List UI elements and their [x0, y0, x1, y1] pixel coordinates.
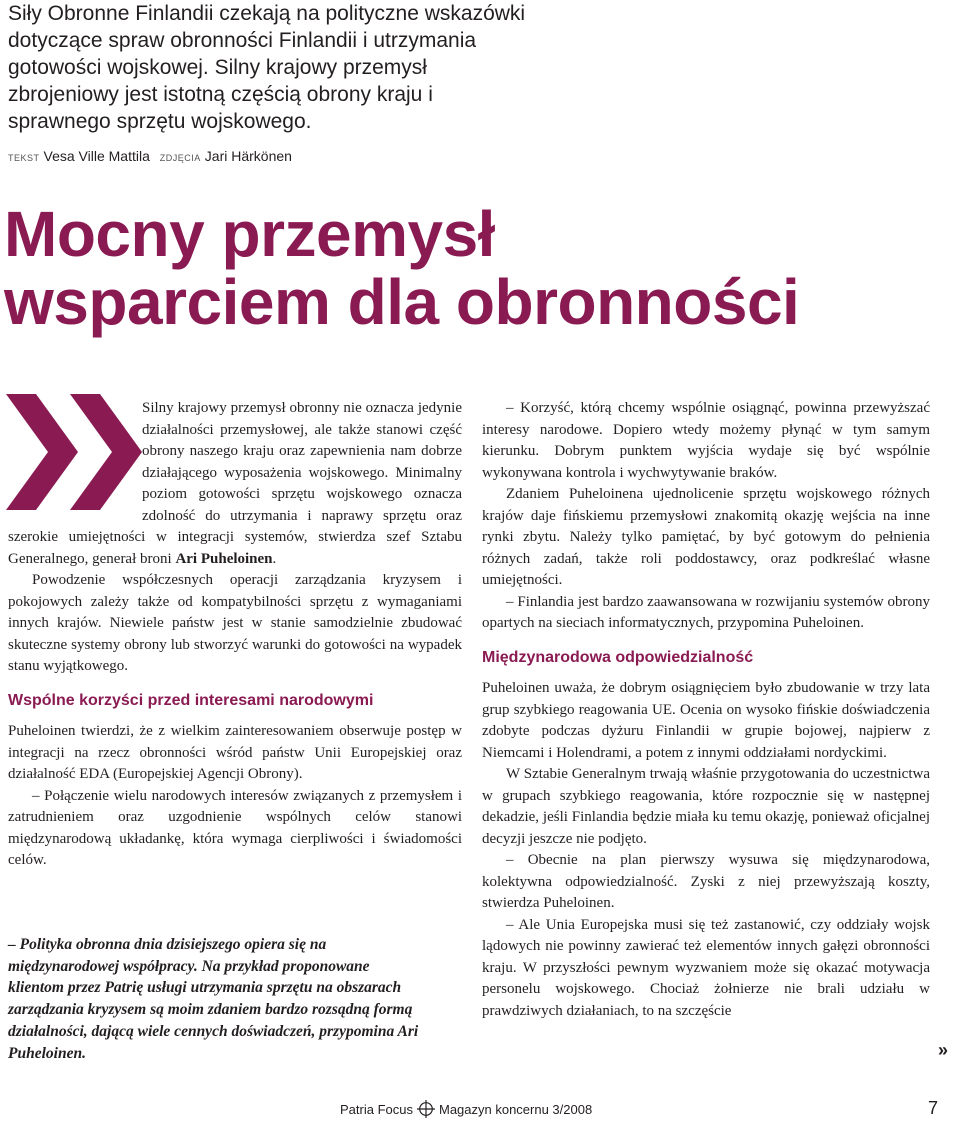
- text-tag: TEKST: [8, 153, 40, 163]
- credits: [8, 148, 298, 164]
- column-1: [8, 398, 462, 872]
- photo-author: Jari Härkönen: [204, 148, 292, 164]
- lead-paragraph: [8, 0, 528, 135]
- paragraph: Puheloinen uważa, że dobrym osiągnięciem było zbudowanie w trzy lata grup szybkiego reagowania UE. Ocenia on wysoko fińskie doświadczenia zdobyte podczas dyżuru Finlandii w grupie bojowej, najpierw z Niemcami i Holendrami, a potem z innymi oddziałami nordyckimi.: [482, 680, 930, 761]
- lead-text: Siły Obronne Finlandii czekają na polityczne wskazówki dotyczące spraw obronności Finlandii i utrzymania gotowości wojskowej. Silny krajowy przemysł zbrojeniowy jest istotną częścią obrony kraju i sprawnego sprzętu wojskowego.: [8, 2, 526, 133]
- column-2: [482, 398, 930, 1022]
- headline-line-1: Mocny przemysł: [4, 198, 495, 270]
- pull-quote-text: – Polityka obronna dnia dzisiejszego opiera się na międzynarodowej współpracy. Na przykład proponowane klientom przez Patrię usługi utrzymania sprzętu na obszarach zarządzania kryzysem są moim zdaniem bardzo rozsądną formą działalności, dającą wiele cennych doświadczeń, przypomina Ari Puheloinen.: [8, 936, 419, 1062]
- paragraph: – Obecnie na plan pierwszy wysuwa się międzynarodowa, kolektywna odpowiedzialność. Zyski z niej przewyższają koszty, stwierdza Puheloinen.: [482, 852, 930, 911]
- patria-crosshair-logo-icon: [417, 1100, 435, 1118]
- paragraph: W Sztabie Generalnym trwają właśnie przygotowania do uczestnictwa w grupach szybkiego reagowania, które rozpocznie się w następnej dekadzie, jeśli Finlandia będzie miała ku temu okazję, ponieważ oficjalnej decyzji jeszcze nie podjęto.: [482, 766, 930, 847]
- paragraph: – Ale Unia Europejska musi się też zastanowić, czy oddziały wojsk lądowych nie powinny zawierać też elementów innych gałęzi obronności kraju. W przyszłości pewnym wyzwaniem może się okazać motywacja personelu wojskowego. Chociaż żołnierze nie brali udziału w prawdziwych działaniach, to na szczęście: [482, 916, 930, 1019]
- quote-float-spacer: [8, 394, 142, 516]
- paragraph: – Finlandia jest bardzo zaawansowana w rozwijaniu systemów obrony opartych na sieciach informatycznych, przypomina Puheloinen.: [482, 593, 930, 631]
- headline-line-2: wsparciem dla obronności: [4, 266, 800, 338]
- footer-publication: Patria Focus: [340, 1101, 413, 1117]
- intro-paragraph: [8, 398, 462, 570]
- paragraph: – Połączenie wielu narodowych interesów związanych z przemysłem i zatrudnieniem oraz uzgodnienie wspólnych celów stanowi międzynarodową układankę, która wymaga cierpliwości i świadomości celów.: [8, 787, 462, 868]
- article-headline: [4, 200, 954, 336]
- footer: [340, 1100, 592, 1118]
- continue-mark: »: [938, 1040, 949, 1060]
- page-number: 7: [927, 1098, 938, 1118]
- subheading: Wspólne korzyści przed interesami narodowymi: [8, 691, 374, 709]
- text-author: Vesa Ville Mattila: [43, 148, 150, 164]
- paragraph: Zdaniem Puheloinena ujednolicenie sprzętu wojskowego różnych krajów daje fińskiemu przemysłowi znakomitą okazję wejścia na inne rynki zbytu. Należy tylko pamiętać, by być gotowym do pełnienia różnych zadań, także roli poddostawcy, oraz podkreślać własne umiejętności.: [482, 486, 930, 588]
- pull-quote: [8, 934, 428, 1064]
- paragraph: Powodzenie współczesnych operacji zarządzania kryzysem i pokojowych zależy także od kompatybilności sprzętu z wymaganiami innych krajów. Niewiele państw jest w stanie samodzielnie zbudować skuteczne systemy obrony lub stworzyć warunki do gotowości na wypadek stanu wyjątkowego.: [8, 572, 462, 674]
- footer-issue: Magazyn koncernu 3/2008: [438, 1101, 593, 1117]
- intro-text: Silny krajowy przemysł obronny nie oznacza jedynie działalności przemysłowej, ale także stanowi część obrony naszego kraju oraz zapewnienia nam dobrze działającego wyposażenia wojskowego. Minimalny poziom gotowości sprzętu wojskowego oznacza zdolność do utrzymania i naprawy sprzętu oraz szerokie umiejętności w integracji systemów, stwierdza szef Sztabu Generalnego, generał broni: [8, 400, 462, 567]
- paragraph: Puheloinen twierdzi, że z wielkim zainteresowaniem obserwuje postęp w integracji na rzecz obronności wśród państw Unii Europejskiej oraz działalność EDA (Europejskiej Agencji Obrony).: [8, 723, 462, 782]
- paragraph: – Korzyść, którą chcemy wspólnie osiągnąć, powinna przewyższać interesy narodowe. Dopiero wtedy możemy płynąć w tym samym kierunku. Dobrym punktem wyjścia wydaje się być wspólnie wykonywana kontrola i wychwytywanie braków.: [482, 400, 930, 481]
- photo-tag: ZDJĘCIA: [159, 153, 201, 163]
- intro-name: Ari Puheloinen: [175, 550, 273, 567]
- subheading: Międzynarodowa odpowiedzialność: [482, 648, 754, 666]
- intro-end: .: [272, 550, 277, 567]
